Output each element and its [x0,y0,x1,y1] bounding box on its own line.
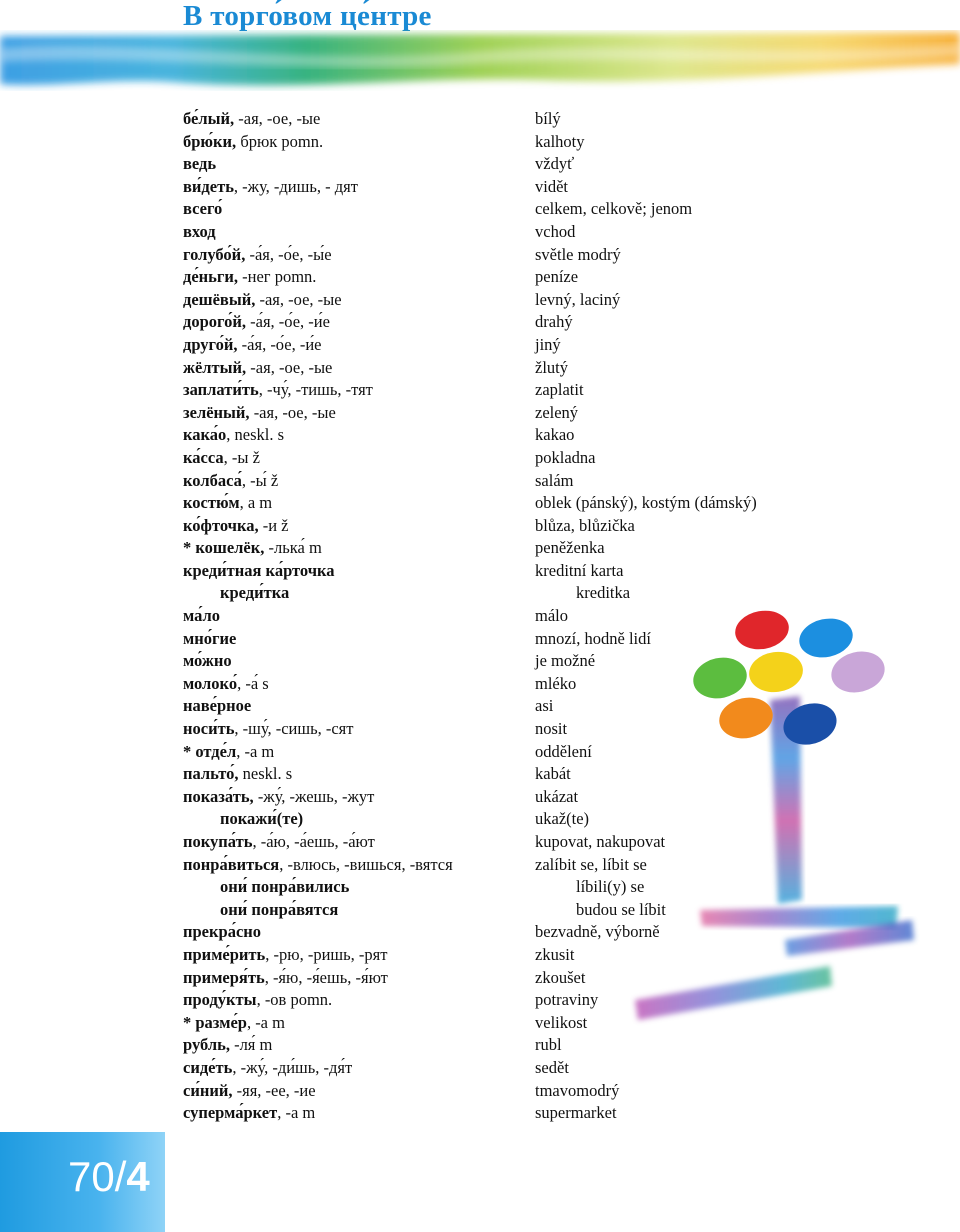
grammar-forms: , -а m [236,741,275,761]
czech-translation: málo [535,606,568,626]
vocab-entry [183,198,923,221]
headword: мо́жно [183,651,232,671]
headword: ви́деть [183,176,234,196]
grammar-forms: , neskl. s [226,425,285,445]
russian-term [183,221,216,244]
russian-term [220,808,303,831]
vocab-entry [183,470,923,493]
czech-translation: kreditní karta [535,560,624,580]
headword: вход [183,221,216,241]
grammar-forms: -и ž [258,515,289,535]
grammar-forms: , -а m [246,1012,285,1032]
grammar-forms: , -влюсь, -вишься, -вятся [279,854,453,874]
headword: * разме́р [183,1012,247,1032]
czech-translation: velikost [535,1012,588,1032]
grammar-forms: -ая, -ое, -ые [234,109,321,128]
czech-translation: kalhoty [535,131,585,151]
czech-translation: vchod [535,221,576,241]
headword: зелёный, [183,402,250,422]
czech-translation: ukázat [535,786,579,806]
balloons [689,607,889,751]
grammar-forms: , -а́ю, -а́ешь, -а́ют [252,832,375,851]
russian-term [183,176,358,199]
headword: всего́ [183,199,223,219]
czech-translation: líbili(y) se [576,877,645,897]
vocab-entry [183,515,923,538]
headword: наве́рное [183,696,252,716]
russian-term [183,831,375,854]
russian-term [183,695,251,718]
grammar-forms: -лька́ m [264,538,322,558]
headword: они́ понра́вились [220,877,350,897]
czech-translation: kabát [535,764,571,784]
russian-term [183,967,388,990]
grammar-forms: брюк pomn. [236,131,324,151]
headword: мно́гие [183,628,237,648]
grammar-forms: -жу́, -жешь, -жут [253,786,375,806]
vocab-entry [183,176,923,199]
russian-term [183,650,232,673]
vocab-entry [183,244,923,267]
czech-translation: asi [535,696,554,716]
russian-term [183,1080,316,1103]
czech-translation: vidět [535,176,568,196]
headword: покупа́ть [183,832,253,851]
headword: ко́фточка, [183,515,259,535]
czech-translation: pokladna [535,447,596,467]
vocab-entry [183,289,923,312]
russian-term [183,266,316,289]
headword: друго́й, [183,334,238,354]
headword: приме́рить [183,944,266,964]
russian-term [183,605,220,628]
czech-translation: zalíbit se, líbit se [535,854,647,874]
russian-term [183,424,284,447]
czech-translation: zkoušet [535,967,586,987]
headword: молоко́ [183,673,238,693]
headword: проду́кты [183,990,257,1010]
russian-term [183,289,342,312]
russian-term [183,334,321,357]
czech-translation: ukaž(te) [535,809,590,829]
russian-term [183,921,261,944]
grammar-forms: -ля́ m [229,1035,273,1055]
czech-translation: oddělení [535,741,592,761]
grammar-forms: neskl. s [238,764,293,784]
czech-translation: žlutý [535,357,568,377]
russian-term [183,944,387,967]
russian-term [183,198,222,221]
grammar-forms: , -а́ s [237,673,269,693]
czech-translation: peněženka [535,538,605,558]
headword: креди́тная ка́рточка [183,560,335,580]
grammar-forms: , -ов pomn. [256,990,333,1010]
grammar-forms: , -жу́, -ди́шь, -дя́т [232,1057,353,1077]
vocab-entry [183,221,923,244]
grammar-forms: , -жу, -дишь, - дят [233,176,358,196]
grammar-forms: -а́я, -о́е, -и́е [246,312,330,332]
headword: жёлтый, [183,357,247,377]
headword: кака́о [183,425,227,445]
headword: рубль, [183,1035,230,1055]
czech-translation: budou se líbit [576,899,666,919]
czech-translation: rubl [535,1035,562,1055]
czech-translation: je možné [535,651,596,671]
czech-translation: levný, laciný [535,289,621,309]
vocab-entry [183,1057,923,1080]
grammar-forms: -нег pomn. [238,267,317,287]
czech-translation: kakao [535,425,575,445]
czech-translation: mnozí, hodně lidí [535,628,651,648]
czech-translation: sedět [535,1057,569,1077]
decorative-banner [0,30,960,92]
russian-term [183,379,373,402]
grammar-forms: , -а m [277,1103,316,1123]
headword: бе́лый, [183,109,235,128]
vocab-entry [183,560,923,583]
headword: суперма́ркет [183,1103,278,1123]
russian-term [183,492,272,515]
russian-term [183,989,332,1012]
czech-translation: oblek (pánský), kostým (dámský) [535,493,757,513]
russian-term [183,628,236,651]
headword: пальто́, [183,764,239,784]
grammar-forms: -ая, -ое, -ые [249,402,336,422]
vocab-entry [183,266,923,289]
vocab-entry [183,447,923,470]
czech-translation: zaplatit [535,380,584,400]
czech-translation: zkusit [535,944,575,964]
headword: они́ понра́вятся [220,899,339,919]
headword: дешёвый, [183,289,256,309]
vocab-entry [183,108,923,131]
headword: * кошелёк, [183,538,265,558]
headword: понра́виться [183,854,280,874]
headword: примеря́ть [183,967,265,987]
headword: ведь [183,154,217,174]
headword: покажи́(те) [220,809,304,829]
czech-translation: celkem, celkově; jenom [535,199,693,219]
vocab-entry [183,1102,923,1125]
russian-term [183,357,332,380]
czech-translation: jiný [535,334,561,354]
balloon-tree-illustration [630,600,960,1060]
vocab-entry [183,131,923,154]
vocab-entry [183,537,923,560]
grammar-forms: , -ы ž [223,447,260,467]
headword: голубо́й, [183,244,246,264]
grammar-forms: -а́я, -о́е, -ы́е [245,244,332,264]
russian-term [183,1057,352,1080]
grammar-forms: , -чу́, -тишь, -тят [258,380,373,400]
russian-term [183,1034,272,1057]
headword: носи́ть [183,719,235,739]
russian-term [183,673,269,696]
russian-term [183,1102,315,1125]
czech-translation: supermarket [535,1103,617,1123]
russian-term [183,1012,285,1035]
headword: показа́ть, [183,786,254,806]
headword: креди́тка [220,583,290,603]
vocab-entry [183,424,923,447]
czech-translation: vždyť [535,154,575,174]
czech-translation: salám [535,470,574,490]
section-number: 4 [126,1153,150,1200]
russian-term [183,470,278,493]
grammar-forms: , -я́ю, -я́ешь, -я́ют [264,967,388,987]
czech-translation: potraviny [535,990,599,1010]
vocab-entry [183,1080,923,1103]
headword: колбаса́ [183,470,242,490]
vocab-entry [183,311,923,334]
russian-term [183,741,274,764]
grammar-forms: , -ы́ ž [241,470,279,490]
grammar-forms: , а m [239,493,273,513]
vocab-entry [183,153,923,176]
russian-term [183,244,332,267]
grammar-forms: -яя, -ее, -ие [232,1080,316,1100]
russian-term [220,899,338,922]
russian-term [183,153,216,176]
headword: ка́сса [183,447,224,467]
grammar-forms: -ая, -ое, -ые [255,289,342,309]
headword: прекра́сно [183,922,262,942]
headword: сиде́ть [183,1057,233,1077]
russian-term [183,786,374,809]
page-number-value: 70/ [68,1153,127,1200]
headword: дорого́й, [183,312,246,332]
czech-translation: nosit [535,719,568,739]
czech-translation: drahý [535,312,573,332]
russian-term [183,447,260,470]
vocab-entry [183,402,923,425]
headword: де́ньги, [183,267,239,287]
czech-translation: kupovat, nakupovat [535,832,666,851]
headword: брю́ки, [183,131,237,151]
headword: си́ний, [183,1080,233,1100]
vocab-entry [183,492,923,515]
czech-translation: bezvadně, výborně [535,922,660,942]
russian-term [183,131,323,154]
vocab-entry [183,379,923,402]
russian-term [183,108,320,131]
czech-translation: kreditka [576,583,631,603]
czech-translation: mléko [535,673,577,693]
headword: костю́м [183,493,240,513]
headword: * отде́л [183,741,237,761]
russian-term [183,515,289,538]
russian-term [183,763,292,786]
russian-term [220,876,349,899]
czech-translation: peníze [535,267,579,287]
russian-term [183,560,335,583]
page-number [68,1153,150,1201]
czech-translation: zelený [535,402,579,422]
russian-term [183,402,336,425]
page-title: В торго́вом це́нтре [183,0,432,32]
grammar-forms: , -шу́, -сишь, -сят [234,719,354,739]
russian-term [183,854,453,877]
grammar-forms: -а́я, -о́е, -и́е [237,334,322,354]
headword: ма́ло [183,606,221,626]
russian-term [183,311,330,334]
czech-translation: bílý [535,109,561,128]
russian-term [183,718,353,741]
russian-term [183,537,322,560]
czech-translation: tmavomodrý [535,1080,620,1100]
grammar-forms: , -рю, -ришь, -рят [265,944,388,964]
vocab-entry [183,334,923,357]
russian-term [220,582,289,605]
headword: заплати́ть [183,380,259,400]
czech-translation: světle modrý [535,244,621,264]
grammar-forms: -ая, -ое, -ые [246,357,333,377]
czech-translation: blůza, blůzička [535,515,635,535]
vocab-entry [183,357,923,380]
